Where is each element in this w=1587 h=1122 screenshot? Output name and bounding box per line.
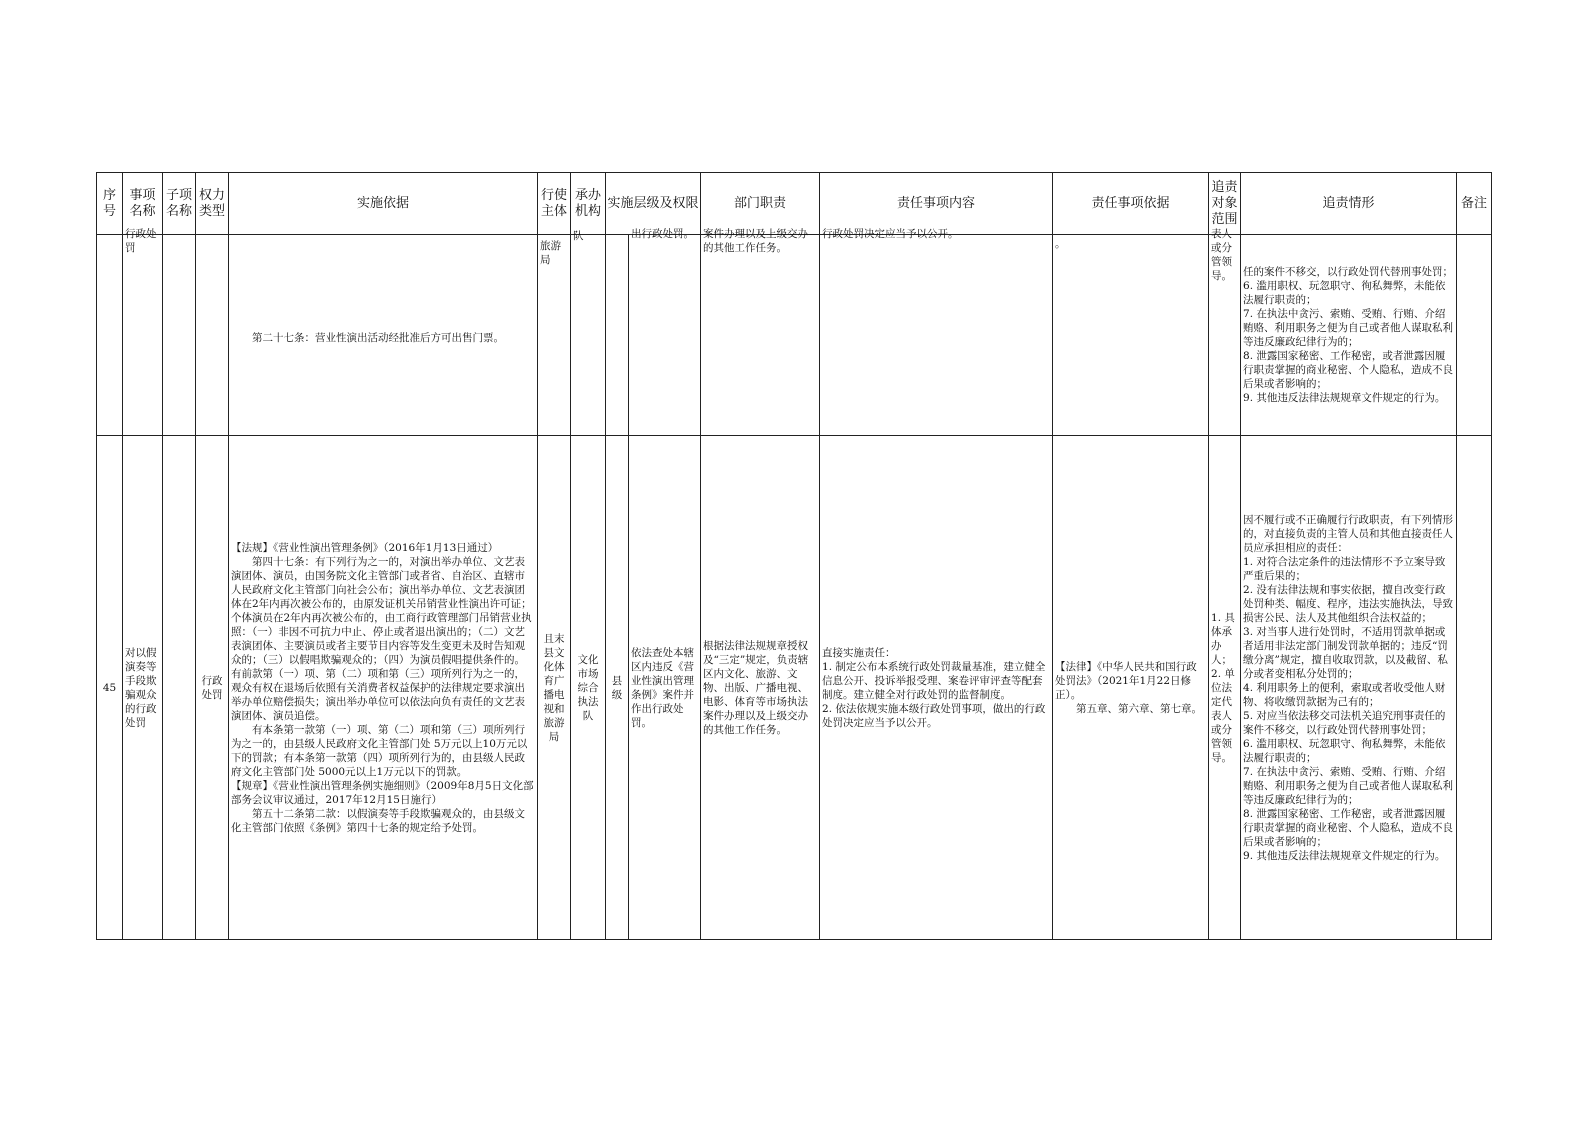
header-resp-basis: 责任事项依据 <box>1053 173 1209 235</box>
header-seq: 序号 <box>97 173 123 235</box>
cont-name: 行政处罚 <box>123 235 163 436</box>
header-accountability: 追责情形 <box>1241 173 1457 235</box>
row45-organ: 文化市场综合执法队 <box>571 436 606 940</box>
row45-sub-item <box>163 436 196 940</box>
cont-duty: 案件办理以及上级交办 的其他工作任务。 <box>701 235 820 436</box>
row45-target: 1. 具体承办人； 2. 单位法定代表人或分管领导。 <box>1209 436 1241 940</box>
row45-remark <box>1457 436 1492 940</box>
row45-item-name: 对以假演奏等手段欺骗观众的行政处罚 <box>123 436 163 940</box>
table-row-45 <box>97 436 1492 940</box>
cont-resp: 行政处罚决定应当予以公开。 <box>820 235 1053 436</box>
cont-type <box>196 235 229 436</box>
cont-accountability: 任的案件不移交，以行政处罚代替刑事处罚； 6. 滥用职权、玩忽职守、徇私舞弊，未能依法履行职责的； 7. 在执法中贪污、索贿、受贿、行贿、介绍贿赂、利用职务之便为自己或者他人谋取私利等违反廉政纪律行为的； 8. 泄露国家秘密、工作秘密，或者泄露因履行职责掌握的商业秘密、个人隐私，造成不良后果或者影响的； 9. 其他违反法律法规规章文件规定的行为。 <box>1241 235 1457 436</box>
row45-level-desc: 依法查处本辖区内违反《营业性演出管理条例》案件并作出行政处罚。 <box>629 436 701 940</box>
row45-resp-content: 直接实施责任： 1. 制定公布本系统行政处罚裁量基准，建立健全信息公开、投诉举报受理、案卷评审评查等配套制度。建立健全对行政处罚的监督制度。 2. 依法依规实施本级行政处罚事项，做出的行政处罚决定应当予以公开。 <box>820 436 1053 940</box>
row45-power-type: 行政处罚 <box>196 436 229 940</box>
header-power-type: 权力类型 <box>196 173 229 235</box>
header-sub-item: 子项名称 <box>163 173 196 235</box>
row45-seq: 45 <box>97 436 123 940</box>
row45-accountability: 因不履行或不正确履行行政职责，有下列情形的，对直接负责的主管人员和其他直接责任人员应承担相应的责任： 1. 对符合法定条件的违法情形不予立案导致严重后果的； 2. 没有法律法规和事实依据，擅自改变行政处罚种类、幅度、程序，违法实施执法，导致损害公民、法人及其他组织合法权益的； 3. 对当事人进行处罚时，不适用罚款单据或者适用非法定部门制发罚款单据的；违反“罚缴分离”规定，擅自收取罚款，以及截留、私分或者变相私分处罚的； 4. 利用职务上的便利，索取或者收受他人财物、将收缴罚款据为己有的； 5. 对应当依法移交司法机关追究刑事责任的案件不移交，以行政处罚代替刑事处罚； 6. 滥用职权、玩忽职守、徇私舞弊，未能依法履行职责的； 7. 在执法中贪污、索贿、受贿、行贿、介绍贿赂、利用职务之便为自己或者他人谋取私利等违反廉政纪律行为的； 8. 泄露国家秘密、工作秘密，或者泄露因履行职责掌握的商业秘密、个人隐私，造成不良后果或者影响的； 9. 其他违反法律法规规章文件规定的行为。 <box>1241 436 1457 940</box>
header-organ: 承办机构 <box>571 173 606 235</box>
header-resp-content: 责任事项内容 <box>820 173 1053 235</box>
cont-level-desc: 出行政处罚。 <box>629 235 701 436</box>
cont-org: 队 <box>571 235 606 436</box>
row45-resp-basis: 【法律】《中华人民共和国行政处罚法》（2021年1月22日修正）。 第五章、第六章、第七章。 <box>1053 436 1209 940</box>
cont-seq <box>97 235 123 436</box>
row45-basis: 【法规】《营业性演出管理条例》（2016年1月13日通过） 第四十七条：有下列行为之一的，对演出举办单位、文艺表演团体、演员，由国务院文化主管部门或者省、自治区、直辖市人民政府文化主管部门向社会公布；演出举办单位、文艺表演团体在2年内再次被公布的，由原发证机关吊销营业性演出许可证；个体演员在2年内再次被公布的，由工商行政管理部门吊销营业执照：（一）非因不可抗力中止、停止或者退出演出的；（二）文艺表演团体、主要演员或者主要节目内容等发生变更未及时告知观众的；（三）以假唱欺骗观众的；（四）为演员假唱提供条件的。有前款第（一）项、第（二）项和第（三）项所列行为之一的，观众有权在退场后依照有关消费者权益保护的法律规定要求演出举办单位赔偿损失；演出举办单位可以依法向负有责任的文艺表演团体、演员追偿。 有本条第一款第（一）项、第（二）项和第（三）项所列行为之一的，由县级人民政府文化主管部门处 5万元以上10万元以下的罚款；有本条第一款第（四）项所列行为的，由县级人民政府文化主管部门处 5000元以上1万元以下的罚款。 【规章】《营业性演出管理条例实施细则》（2009年8月5日文化部部务会议审议通过，2017年12月15日施行） 第五十二条第二款：以假演奏等手段欺骗观众的，由县级文化主管部门依照《条例》第四十七条的规定给予处罚。 <box>229 436 538 940</box>
row45-dept-duty: 根据法律法规规章授权及“三定”规定，负责辖区内文化、旅游、文物、出版、广播电视、电影、体育等市场执法案件办理以及上级交办的其他工作任务。 <box>701 436 820 940</box>
header-remark: 备注 <box>1457 173 1492 235</box>
header-level: 实施层级及权限 <box>606 173 701 235</box>
header-target: 追责对象范围 <box>1209 173 1241 235</box>
power-list-table <box>96 172 1492 940</box>
row45-subject: 且末县文化体育广播电视和旅游局 <box>538 436 571 940</box>
row45-level: 县级 <box>606 436 629 940</box>
cont-subject: 旅游局 <box>538 235 571 436</box>
header-row <box>97 173 1492 235</box>
header-basis: 实施依据 <box>229 173 538 235</box>
header-subject: 行使主体 <box>538 173 571 235</box>
cont-level <box>606 235 629 436</box>
header-dept-duty: 部门职责 <box>701 173 820 235</box>
cont-target: 表人或分管领导。 <box>1209 235 1241 436</box>
table-row-continued <box>97 235 1492 436</box>
cont-resp-basis: 。 <box>1053 235 1209 436</box>
header-item-name: 事项名称 <box>123 173 163 235</box>
cont-basis: 第二十七条：营业性演出活动经批准后方可出售门票。 <box>229 235 538 436</box>
cont-sub <box>163 235 196 436</box>
cont-remark <box>1457 235 1492 436</box>
